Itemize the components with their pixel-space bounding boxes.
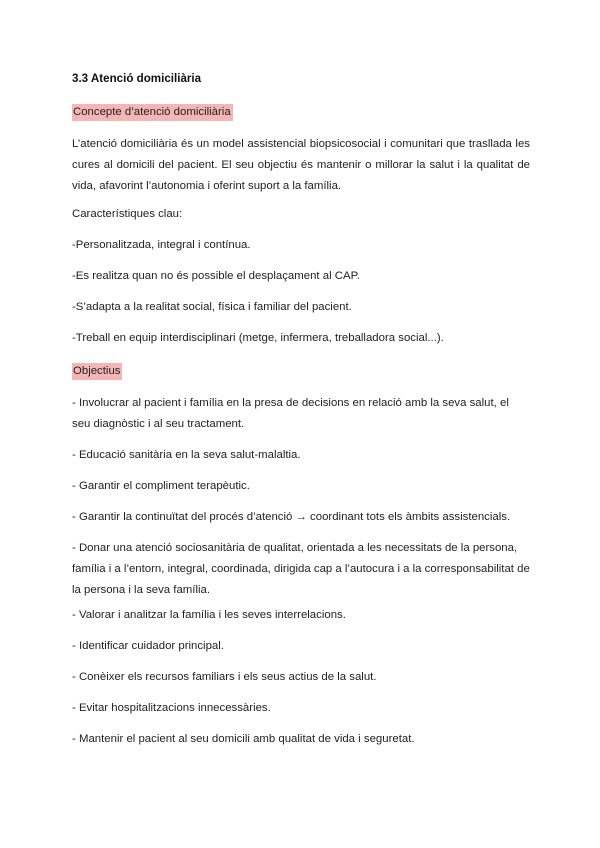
feature-item: -S’adapta a la realitat social, física i familiar del pacient. (72, 301, 352, 313)
objective-item: - Evitar hospitalitzacions innecessàries. (72, 702, 271, 714)
concept-heading: Concepte d’atenció domiciliària (72, 104, 233, 121)
objective-item: - Identificar cuidador principal. (72, 640, 224, 652)
feature-item: -Es realitza quan no és possible el desplaçament al CAP. (72, 270, 360, 282)
concept-paragraph: L’atenció domiciliària és un model assistencial biopsicosocial i comunitari que trasllada les cures al domicili del pacient. El seu objectiu és mantenir o millorar la salut i la qualitat de vida, afavorint l’autonomia i oferint suport a la família. (72, 138, 530, 192)
objective-item: - Involucrar al pacient i família en la presa de decisions en relació amb la seva salut, el seu diagnòstic i al seu tractament. (72, 397, 509, 430)
feature-item: -Treball en equip interdisciplinari (metge, infermera, treballadora social...). (72, 332, 444, 344)
objectives-heading: Objectius (72, 363, 122, 380)
objective-item: - Garantir el compliment terapèutic. (72, 480, 250, 492)
objective-item: - Conèixer els recursos familiars i els seus actius de la salut. (72, 671, 377, 683)
objective-item: - Valorar i analitzar la família i les seves interrelacions. (72, 609, 346, 621)
objective-item: - Mantenir el pacient al seu domicili amb qualitat de vida i seguretat. (72, 733, 415, 745)
features-label: Característiques clau: (72, 208, 183, 220)
section-title: 3.3 Atenció domiciliària (72, 72, 202, 85)
objective-item: - Garantir la continuïtat del procés d’atenció → coordinant tots els àmbits assistencials. (72, 511, 511, 523)
feature-item: -Personalitzada, integral i contínua. (72, 239, 251, 251)
objective-item: - Donar una atenció sociosanitària de qualitat, orientada a les necessitats de la persona, família i a l’entorn, integral, coordinada, dirigida cap a l’autocura i a la corresponsabilitat de la persona i la seva família. (72, 542, 530, 596)
objective-item: - Educació sanitària en la seva salut-malaltia. (72, 449, 301, 461)
